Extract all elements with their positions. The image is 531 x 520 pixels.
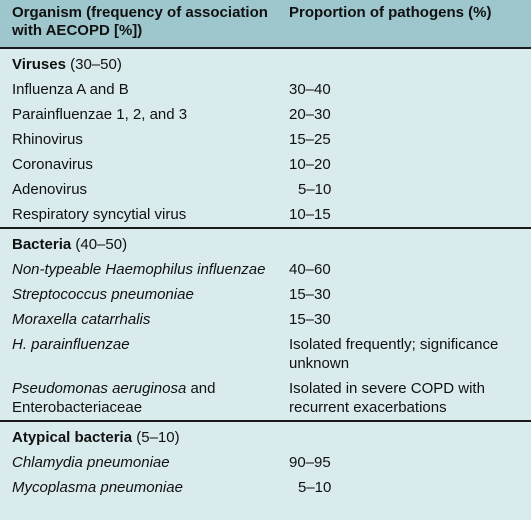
table-row — [0, 332, 531, 376]
table-row — [0, 202, 531, 228]
organism-cell: Mycoplasma pneumoniae — [12, 479, 183, 496]
header-organism: Organism (frequency of association with AECOPD [%]) — [0, 0, 277, 48]
proportion-cell: 40–60 — [289, 261, 331, 278]
proportion-cell: 5–10 — [298, 181, 332, 198]
table-row — [0, 257, 531, 282]
table-row — [0, 77, 531, 102]
table-row — [0, 152, 531, 177]
section-frequency: (5–10) — [136, 429, 180, 446]
proportion-cell: 15–30 — [289, 286, 331, 303]
organism-cell: Influenza A and B — [12, 81, 129, 98]
proportion-cell: 20–30 — [289, 106, 331, 123]
organism-cell: Rhinovirus — [12, 131, 83, 148]
organism-cell: Respiratory syncytial virus — [12, 206, 187, 223]
table-header-row — [0, 0, 531, 48]
organism-cell-rest: and Enterobacteriaceae — [12, 380, 216, 416]
table-row — [0, 376, 531, 421]
organism-cell: Non-typeable Haemophilus influenzae — [12, 261, 266, 278]
organism-cell: Pseudomonas aeruginosa — [12, 380, 187, 397]
section-row-viruses — [0, 48, 531, 77]
table-row — [0, 307, 531, 332]
section-frequency: (40–50) — [75, 236, 128, 253]
table-row — [0, 102, 531, 127]
proportion-cell: 10–20 — [289, 156, 331, 173]
section-name: Atypical bacteria — [12, 429, 133, 446]
section-name: Bacteria — [12, 236, 72, 253]
table-row — [0, 177, 531, 202]
proportion-cell: Isolated in severe COPD with recurrent exacerbations — [289, 380, 485, 416]
table-row — [0, 127, 531, 152]
proportion-cell: 5–10 — [298, 479, 332, 496]
organism-cell: Streptococcus pneumoniae — [12, 286, 194, 303]
organism-cell: H. parainfluenzae — [12, 336, 130, 353]
organism-cell: Chlamydia pneumoniae — [12, 454, 170, 471]
table-row — [0, 450, 531, 475]
proportion-cell: 10–15 — [289, 206, 331, 223]
section-frequency: (30–50) — [70, 56, 122, 73]
section-row-atypical-bacteria — [0, 421, 531, 450]
section-row-bacteria — [0, 228, 531, 257]
table-row — [0, 282, 531, 307]
table-row — [0, 475, 531, 500]
section-name: Viruses — [12, 56, 66, 73]
header-proportion: Proportion of pathogens (%) — [277, 0, 531, 48]
organism-cell: Adenovirus — [12, 181, 88, 198]
organism-cell: Parainfluenzae 1, 2, and 3 — [12, 106, 188, 123]
proportion-cell: 15–25 — [289, 131, 331, 148]
organism-cell: Moraxella catarrhalis — [12, 311, 151, 328]
proportion-cell: 30–40 — [289, 81, 331, 98]
proportion-cell: 90–95 — [289, 454, 331, 471]
proportion-cell: Isolated frequently; significance unknown — [289, 336, 499, 372]
proportion-cell: 15–30 — [289, 311, 331, 328]
organism-cell: Coronavirus — [12, 156, 93, 173]
